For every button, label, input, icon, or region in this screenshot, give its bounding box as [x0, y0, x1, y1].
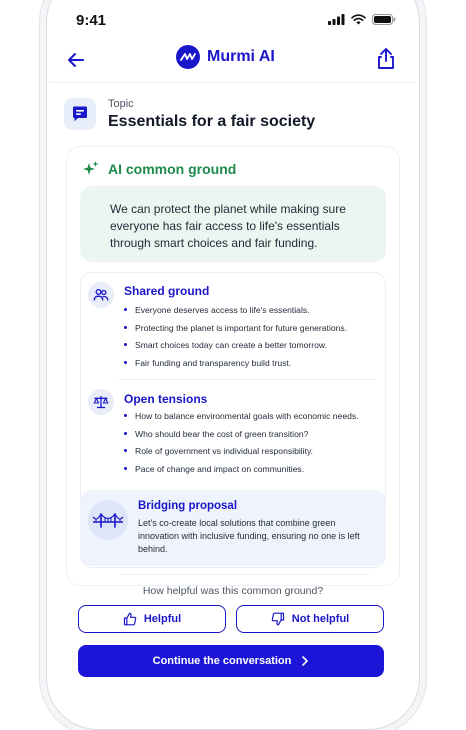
bridging-text: Let's co-create local solutions that combine green innovation with inclusive funding, ensuring no one is left behind. [138, 518, 360, 554]
arrow-left-icon[interactable] [64, 48, 88, 72]
feedback-question: How helpful was this common ground? [142, 585, 324, 597]
share-icon[interactable] [374, 46, 398, 72]
header-divider [50, 82, 416, 83]
not-helpful-label: Not helpful [291, 613, 350, 625]
ai-common-ground-heading [82, 160, 236, 178]
status-bar [0, 0, 466, 44]
wifi-icon [351, 14, 366, 25]
wave-logo-icon [176, 45, 200, 69]
list-item: Protecting the planet is important for future generations. [124, 322, 347, 340]
open-tensions-list [124, 410, 359, 480]
not-helpful-button[interactable] [236, 605, 384, 633]
people-icon [88, 282, 114, 308]
list-item: Pace of change and impact on communities. [124, 463, 359, 481]
chat-bubble-icon [64, 98, 96, 130]
list-item: How to balance environmental goals with economic needs. [124, 410, 359, 428]
section-divider [118, 379, 376, 380]
thumbs-up-icon [123, 612, 137, 626]
bridging-title: Bridging proposal [138, 500, 238, 512]
sparkle-icon [82, 160, 100, 178]
helpful-label: Helpful [143, 613, 182, 625]
scales-icon [88, 389, 114, 415]
thumbs-down-icon [271, 612, 285, 626]
helpful-button[interactable] [78, 605, 226, 633]
shared-ground-title: Shared ground [124, 284, 210, 298]
battery-icon [372, 14, 396, 25]
list-item: Smart choices today can create a better tomorrow. [124, 339, 347, 357]
list-item: Fair funding and transparency build trust. [124, 357, 347, 375]
common-ground-summary: We can protect the planet while making sure everyone has fair access to life's essentials through smart choices and fair funding. [80, 186, 386, 262]
chevron-right-icon [301, 655, 309, 667]
brand [176, 45, 275, 69]
shared-ground-list [124, 304, 347, 374]
nav-bar [0, 44, 466, 78]
app-name: Murmi AI [207, 48, 275, 65]
list-item: Who should bear the cost of green transition? [124, 428, 359, 446]
ai-common-ground-label: AI common ground [108, 161, 237, 177]
bridging-proposal [80, 490, 386, 566]
status-icons [328, 14, 396, 25]
signal-icon [328, 14, 345, 25]
topic-title: Essentials for a fair society [108, 113, 316, 130]
bridge-icon [88, 500, 128, 540]
topic-label: Topic [108, 98, 134, 110]
topic-header [64, 96, 404, 136]
feedback-divider [120, 574, 370, 575]
list-item: Role of government vs individual responsibility. [124, 445, 359, 463]
continue-conversation-button[interactable] [78, 645, 384, 677]
status-time: 9:41 [76, 12, 107, 29]
list-item: Everyone deserves access to life's essentials. [124, 304, 347, 322]
open-tensions-title: Open tensions [124, 392, 208, 406]
continue-label: Continue the conversation [152, 655, 292, 667]
